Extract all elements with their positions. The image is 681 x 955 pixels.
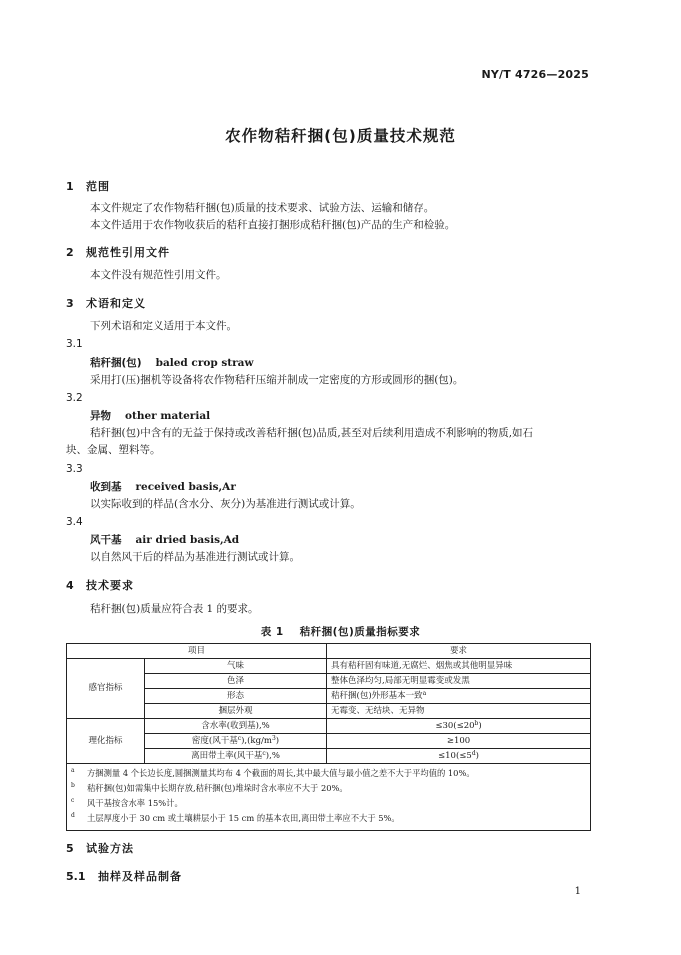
item-cell: 捆层外观 xyxy=(145,704,327,719)
requirement-text: ≤30(≤20 xyxy=(435,720,475,731)
term-zh: 异物 xyxy=(90,410,111,422)
footnote-ref: d xyxy=(471,749,476,757)
section-title: 规范性引用文件 xyxy=(86,246,170,259)
term-definition: 以实际收到的样品(含水分、灰分)为基准进行测试或计算。 xyxy=(90,498,361,510)
requirement-cell: 具有秸秆固有味道,无腐烂、烟焦或其他明显异味 xyxy=(327,659,591,674)
paragraph: 本文件没有规范性引用文件。 xyxy=(90,269,227,281)
paragraph: 本文件规定了农作物秸秆捆(包)质量的技术要求、试验方法、运输和储存。 xyxy=(90,202,435,214)
term-heading xyxy=(90,532,239,547)
table-row xyxy=(67,734,591,749)
unit-exponent: 3 xyxy=(271,734,276,742)
item-cell: 形态 xyxy=(145,689,327,704)
note-text: 土层厚度小于 30 cm 或土壤耕层小于 15 cm 的基本农田,离田带土率应不大于 5%。 xyxy=(87,813,400,823)
section-title: 范围 xyxy=(86,180,110,193)
table-caption-number: 表 1 xyxy=(260,626,284,638)
requirement-cell: 整体色泽均匀,局部无明显霉变或发黑 xyxy=(327,674,591,689)
section-number: 5.1 xyxy=(66,870,86,883)
requirement-cell: 无霉变、无结块、无异物 xyxy=(327,704,591,719)
term-heading xyxy=(90,408,210,423)
term-number: 3.3 xyxy=(66,463,83,475)
term-zh: 秸秆捆(包) xyxy=(90,357,142,369)
item-text: 含水率(收到基) xyxy=(201,720,259,731)
section-number: 3 xyxy=(66,297,74,310)
item-text: 离田带土率(风干基 xyxy=(191,750,263,761)
table-row xyxy=(67,749,591,764)
paragraph: 下列术语和定义适用于本文件。 xyxy=(90,320,237,332)
term-heading xyxy=(90,355,253,370)
paragraph: 本文件适用于农作物收获后的秸秆直接打捆形成秸秆捆(包)产品的生产和检验。 xyxy=(90,219,456,231)
table-note xyxy=(71,781,586,796)
term-number: 3.4 xyxy=(66,516,83,528)
table-row xyxy=(67,704,591,719)
paragraph: 秸秆捆(包)质量应符合表 1 的要求。 xyxy=(90,603,259,615)
item-cell xyxy=(145,734,327,749)
table-row xyxy=(67,659,591,674)
table-header-row xyxy=(67,644,591,659)
section-title: 术语和定义 xyxy=(86,297,146,310)
requirement-cell: ≥100 xyxy=(327,734,591,749)
note-mark: d xyxy=(71,812,75,819)
requirement-cell xyxy=(327,749,591,764)
note-mark: b xyxy=(71,782,75,789)
item-unit: ),(kg/m xyxy=(241,735,272,746)
term-zh: 风干基 xyxy=(90,534,122,546)
table-caption xyxy=(0,624,681,639)
table-caption-title: 秸秆捆(包)质量指标要求 xyxy=(299,626,421,638)
term-definition: 采用打(压)捆机等设备将农作物秸秆压缩并制成一定密度的方形或圆形的捆(包)。 xyxy=(90,374,464,386)
section-number: 5 xyxy=(66,842,74,855)
section-5-1-heading xyxy=(66,868,182,884)
item-unit: ),% xyxy=(265,750,280,761)
term-heading xyxy=(90,479,236,494)
term-number: 3.1 xyxy=(66,338,83,350)
header-item: 项目 xyxy=(67,644,327,659)
note-mark: a xyxy=(71,767,75,774)
item-unit-end: ) xyxy=(275,735,280,746)
requirement-text-end: ) xyxy=(475,750,479,761)
term-definition: 以自然风干后的样品为基准进行测试或计算。 xyxy=(90,551,300,563)
header-requirement: 要求 xyxy=(327,644,591,659)
item-cell: 气味 xyxy=(145,659,327,674)
note-mark: c xyxy=(71,797,75,804)
group-sensory: 感官指标 xyxy=(67,659,145,719)
item-cell: 色泽 xyxy=(145,674,327,689)
section-title: 抽样及样品制备 xyxy=(98,870,182,883)
table-row xyxy=(67,719,591,734)
table-note xyxy=(71,766,586,781)
section-number: 4 xyxy=(66,579,74,592)
note-text: 风干基按含水率 15%计。 xyxy=(87,798,183,808)
table-row xyxy=(67,674,591,689)
term-en: air dried basis,Ad xyxy=(135,534,240,546)
section-number: 2 xyxy=(66,246,74,259)
table-note xyxy=(71,796,586,811)
table-row xyxy=(67,689,591,704)
requirement-text: ≤10(≤5 xyxy=(438,750,472,761)
requirement-text: 秸秆捆(包)外形基本一致 xyxy=(331,690,423,701)
item-cell xyxy=(145,749,327,764)
item-cell xyxy=(145,719,327,734)
standard-code: NY/T 4726—2025 xyxy=(481,68,589,81)
table-note xyxy=(71,811,586,826)
page-number: 1 xyxy=(574,886,581,897)
footnote-ref: a xyxy=(422,689,427,697)
group-physicochemical: 理化指标 xyxy=(67,719,145,764)
section-2-heading xyxy=(66,244,170,260)
footnote-ref: c xyxy=(262,749,266,757)
quality-requirements-table xyxy=(66,643,591,831)
requirement-cell xyxy=(327,689,591,704)
term-definition: 秸秆捆(包)中含有的无益于保持或改善秸秆捆(包)品质,甚至对后续利用造成不利影响的物质,如石 xyxy=(90,427,534,439)
requirement-cell xyxy=(327,719,591,734)
section-title: 试验方法 xyxy=(86,842,134,855)
term-en: other material xyxy=(125,410,211,422)
term-zh: 收到基 xyxy=(90,481,122,493)
term-en: baled crop straw xyxy=(155,357,254,369)
term-number: 3.2 xyxy=(66,392,83,404)
item-unit: ,% xyxy=(258,720,270,731)
term-en: received basis,Ar xyxy=(135,481,236,493)
note-text: 方捆测量 4 个长边长度,圆捆测量其均布 4 个截面的周长,其中最大值与最小值之差不大于平均值的 10%。 xyxy=(87,768,475,778)
table-notes xyxy=(67,764,591,831)
section-5-heading xyxy=(66,840,134,856)
footnote-ref: c xyxy=(237,734,242,742)
section-4-heading xyxy=(66,577,134,593)
section-number: 1 xyxy=(66,180,74,193)
document-title: 农作物秸秆捆(包)质量技术规范 xyxy=(225,127,456,145)
requirement-text-end: ) xyxy=(478,720,482,731)
footnote-ref: b xyxy=(474,719,479,727)
term-definition-cont: 块、金属、塑料等。 xyxy=(66,444,161,456)
table-notes-row xyxy=(67,764,591,831)
note-text: 秸秆捆(包)如需集中长期存放,秸秆捆(包)堆垛时含水率应不大于 20%。 xyxy=(87,783,348,793)
item-text: 密度(风干基 xyxy=(191,735,238,746)
section-3-heading xyxy=(66,295,146,311)
section-1-heading xyxy=(66,178,110,194)
section-title: 技术要求 xyxy=(86,579,134,592)
